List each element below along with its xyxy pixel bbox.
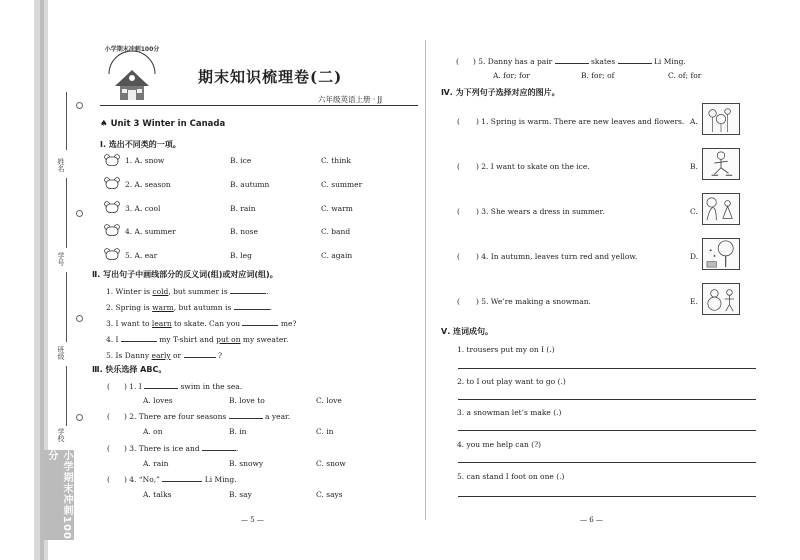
binding-hole xyxy=(76,210,83,217)
page-number-right: — 6 — xyxy=(580,516,603,524)
answer-line[interactable] xyxy=(458,496,756,497)
s3-q2-option-b: B. in xyxy=(229,427,247,436)
s3-question-2: ( ) 2. There are four seasons a year. xyxy=(107,412,291,421)
binding-hole xyxy=(76,315,83,322)
s1-q5-b: B. leg xyxy=(230,251,252,260)
bear-answer-icon[interactable] xyxy=(104,177,120,189)
binding-hole xyxy=(76,414,83,421)
s1-q5-c: C. again xyxy=(321,251,353,260)
s2-question-2: 2. Spring is warm, but autumn is . xyxy=(106,303,273,312)
s3-question-1: ( ) 1. I swim in the sea. xyxy=(107,382,243,391)
s3-q2-option-c: C. in xyxy=(316,427,334,436)
s3-q1-option-b: B. love to xyxy=(229,396,265,405)
s1-q4-b: B. nose xyxy=(230,227,258,236)
s2-question-5: 5. Is Danny early or ? xyxy=(106,351,222,360)
section-2-heading: Ⅱ. 写出句子中画线部分的反义词(组)或对应词(组)。 xyxy=(92,270,278,279)
picture-label-a: A. xyxy=(690,117,698,126)
s1-q3-c: C. warm xyxy=(321,204,353,213)
unit-title: Unit 3 Winter in Canada xyxy=(110,119,226,129)
margin-line xyxy=(66,178,67,248)
autumn-tree-picture xyxy=(702,238,740,270)
margin-line xyxy=(66,92,67,150)
s2-question-4: 4. I my T-shirt and put on my sweater. xyxy=(106,335,289,344)
s5-item-4: 4. you me help can (?) xyxy=(457,440,542,449)
s3-q1-option-c: C. love xyxy=(316,396,342,405)
series-badge: 小学期末冲刺100分 xyxy=(46,450,72,540)
answer-blank[interactable] xyxy=(162,474,202,482)
spring-flowers-picture xyxy=(702,103,740,135)
s1-q2-b: B. autumn xyxy=(230,180,270,189)
s1-q1-c: C. think xyxy=(321,156,351,165)
s1-q3-a: 3. A. cool xyxy=(125,204,161,213)
s1-q1-b: B. ice xyxy=(230,156,252,165)
page-number-left: — 5 — xyxy=(241,516,264,524)
s3-q5-option-c: C. of; for xyxy=(668,71,702,80)
binding-margin xyxy=(0,0,82,560)
margin-label-number: 学号 xyxy=(57,252,65,266)
s5-item-1: 1. trousers put my on I (.) xyxy=(457,345,555,354)
bear-answer-icon[interactable] xyxy=(104,154,120,166)
bear-answer-icon[interactable] xyxy=(104,248,120,260)
answer-blank[interactable] xyxy=(618,56,652,64)
answer-blank[interactable] xyxy=(121,334,157,342)
answer-line[interactable] xyxy=(458,430,756,431)
s1-q4-a: 4. A. summer xyxy=(125,227,176,236)
margin-label-school: 学校 xyxy=(57,428,65,442)
s4-item-1: ( ) 1. Spring is warm. There are new leaves and flowers. xyxy=(457,117,685,126)
answer-line[interactable] xyxy=(458,462,756,463)
column-divider xyxy=(425,40,426,520)
s1-q3-b: B. rain xyxy=(230,204,256,213)
s3-q4-option-c: C. says xyxy=(316,490,343,499)
bear-answer-icon[interactable] xyxy=(104,224,120,236)
header-divider xyxy=(100,105,418,106)
snowman-picture xyxy=(702,283,740,315)
unit-heading xyxy=(100,119,225,129)
answer-blank[interactable] xyxy=(144,381,178,389)
s3-question-5: ( ) 5. Danny has a pair skates Li Ming. xyxy=(456,57,686,66)
s3-q1-option-a: A. loves xyxy=(143,396,173,405)
picture-label-b: B. xyxy=(690,162,698,171)
logo-text: 小学期末冲刺100分 xyxy=(104,46,160,53)
section-5-heading: Ⅴ. 连词成句。 xyxy=(441,327,494,336)
s4-item-3: ( ) 3. She wears a dress in summer. xyxy=(457,207,605,216)
picture-label-e: E. xyxy=(690,297,698,306)
s4-item-4: ( ) 4. In autumn, leaves turn red and yellow. xyxy=(457,252,638,261)
s3-q5-option-a: A. for; for xyxy=(493,71,530,80)
answer-blank[interactable] xyxy=(555,56,589,64)
picture-label-c: C. xyxy=(690,207,698,216)
margin-label-name: 姓名 xyxy=(57,158,65,172)
s4-item-5: ( ) 5. We’re making a snowman. xyxy=(457,297,591,306)
section-3-heading: Ⅲ. 快乐选择 ABC。 xyxy=(92,365,167,374)
s4-item-2: ( ) 2. I want to skate on the ice. xyxy=(457,162,590,171)
answer-blank[interactable] xyxy=(234,302,270,310)
s3-question-4: ( ) 4. “No,” Li Ming. xyxy=(107,475,237,484)
margin-line xyxy=(66,366,67,426)
s5-item-5: 5. can stand I foot on one (.) xyxy=(457,472,565,481)
summer-dress-picture xyxy=(702,193,740,225)
answer-line[interactable] xyxy=(458,368,756,369)
binding-hole xyxy=(76,102,83,109)
s3-q5-option-b: B. for; of xyxy=(581,71,615,80)
section-4-heading: Ⅳ. 为下列句子选择对应的图片。 xyxy=(441,88,560,97)
answer-blank[interactable] xyxy=(230,286,266,294)
answer-line[interactable] xyxy=(458,399,756,400)
s1-q1-a: 1. A. snow xyxy=(125,156,165,165)
margin-label-class: 班级 xyxy=(57,346,65,360)
margin-line xyxy=(66,272,67,342)
s1-q5-a: 5. A. ear xyxy=(125,251,158,260)
answer-blank[interactable] xyxy=(184,350,216,358)
s3-q2-option-a: A. on xyxy=(143,427,163,436)
spade-icon: ♠ xyxy=(100,119,108,129)
s3-q3-option-b: B. snowy xyxy=(229,459,264,468)
page-title: 期末知识梳理卷(二) xyxy=(198,68,343,86)
grade-label: 六年级英语上册 · JJ xyxy=(318,95,383,104)
s3-q3-option-a: A. rain xyxy=(143,459,169,468)
s1-q2-c: C. summer xyxy=(321,180,363,189)
s3-q4-option-a: A. talks xyxy=(143,490,172,499)
section-1-heading: Ⅰ. 选出不同类的一项。 xyxy=(100,140,181,149)
s2-question-3: 3. I want to learn to skate. Can you me? xyxy=(106,319,297,328)
s5-item-3: 3. a snowman let’s make (.) xyxy=(457,408,562,417)
answer-blank[interactable] xyxy=(202,443,236,451)
s2-question-1: 1. Winter is cold, but summer is . xyxy=(106,287,269,296)
s3-question-3: ( ) 3. There is ice and . xyxy=(107,444,239,453)
picture-label-d: D. xyxy=(690,252,699,261)
answer-blank[interactable] xyxy=(229,411,263,419)
s1-q2-a: 2. A. season xyxy=(125,180,171,189)
s1-q4-c: C. band xyxy=(321,227,351,236)
logo-lettering xyxy=(103,40,161,80)
s3-q3-option-c: C. snow xyxy=(316,459,346,468)
s5-item-2: 2. to I out play want to go (.) xyxy=(457,377,566,386)
bear-answer-icon[interactable] xyxy=(104,201,120,213)
answer-blank[interactable] xyxy=(242,318,278,326)
s3-q4-option-b: B. say xyxy=(229,490,252,499)
skating-child-picture xyxy=(702,148,740,180)
